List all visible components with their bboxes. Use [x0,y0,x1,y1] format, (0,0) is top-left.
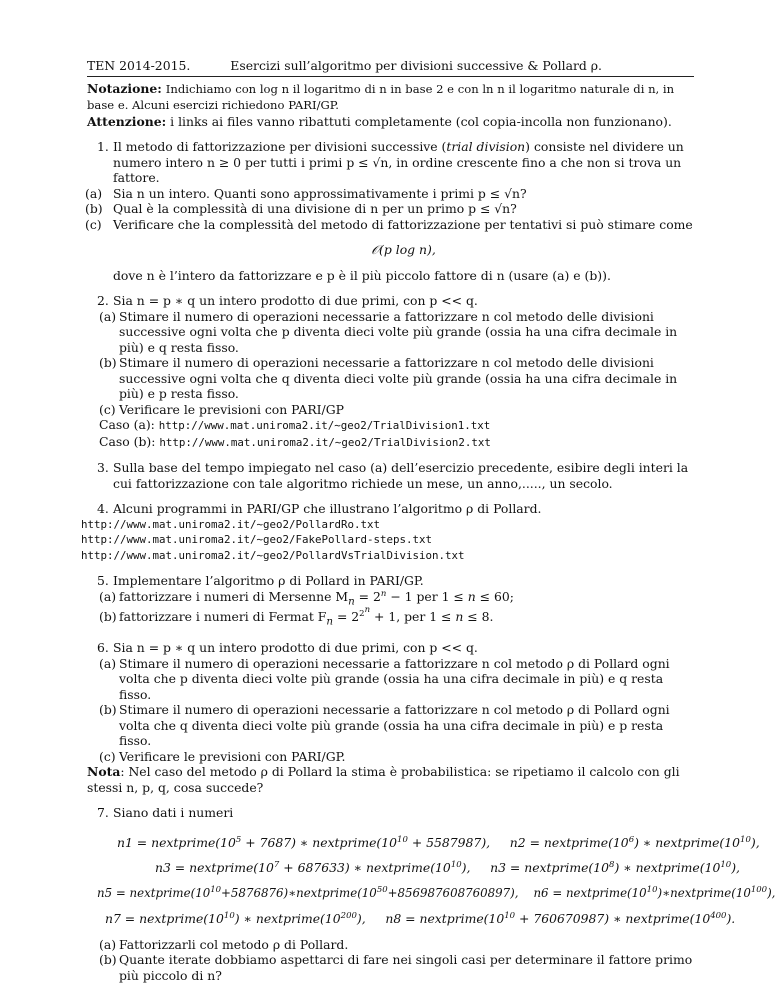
document-page [81,58,775,983]
exercise-1-text-a: Il metodo di fattorizzazione per divisioni successive ( [113,139,447,154]
exercise-7-parts [87,937,694,984]
exercise-7a-text: Fattorizzarli col metodo ρ di Pollard. [119,936,349,952]
attenzione-text: i links ai files vanno ribattuti completamente (col copia-incolla non funzionano). [170,113,672,129]
pollard-vs-trial-link[interactable]: http://www.mat.uniroma2.it/∼geo2/PollardVsTrialDivision.txt [81,548,465,562]
exercise-7b: (b) Quante iterate dobbiamo aspettarci di fare nei singoli casi per determinare il fattore primo più piccolo di n? [99,952,693,983]
caso-a-line [87,417,694,434]
exercise-1a: (a) Sia n un intero. Quanti sono approssimativamente i primi p ≤ √n? [85,185,527,201]
exercise-6c-text: Verificare le previsioni con PARI/GP. [119,748,346,764]
pollard-ro-link[interactable]: http://www.mat.uniroma2.it/∼geo2/PollardRo.txt [81,517,381,531]
nota-label: Nota [87,764,121,780]
exercise-4 [87,501,694,517]
trial-division-term: trial division [446,139,526,154]
notazione-text: Indichiamo con log n il logaritmo di n in base 2 e con ln n il logaritmo naturale di n, in base e. Alcuni esercizi richiedono PARI/GP. [87,81,675,112]
exercise-5-text: Implementare l’algoritmo ρ di Pollard in PARI/GP. [113,573,424,588]
exercise-6-text: Sia n = p ∗ q un intero prodotto di due primi, con p << q. [113,640,478,656]
exercise-5a-text: fattorizzare i numeri di Mersenne M [119,588,349,604]
exercise-1-text-b: ) consiste nel dividere un numero intero n ≥ 0 per tutti i primi p ≤ √n, in ordine crescente fino a che non si trova un fattore. [113,139,684,185]
exercise-number: 3. [97,460,109,475]
exercise-6c: (c) Verificare le previsioni con PARI/GP. [99,748,346,764]
exercise-number: 2. [97,293,109,308]
nota-paragraph [87,764,694,795]
exercise-7b-text: Quante iterate dobbiamo aspettarci di fare nei singoli casi per determinare il fattore primo più piccolo di n? [119,952,693,983]
exercise-1b-text: Qual è la complessità di una divisione di n per un primo p ≤ √n? [113,201,517,216]
n1-n2-line: $n1 = nextprime(10^5 + 7687)$ ∗ $nextprime(10^{10} + 5587987)$, $n2 = nextprime(10^6)$ ∗ $nextprime(10^{10})$, [117,834,760,850]
exercise-2b: (b) Stimare il numero di operazioni necessarie a fattorizzare n col metodo delle divisioni successive ogni volta che q diventa dieci volte più grande (ossia ha una cifra decimale in più) e p resta fisso. [99,355,678,401]
pollard-links [81,517,694,564]
exercise-number: 5. [97,573,109,588]
n7-n8-line: $n7 = nextprime(10^{10})$ ∗ $nextprime(10^{200})$, $n8 = nextprime(10^{10} + 760670987)$ ∗ $nextprime(10^{400})$. [105,911,736,927]
exercise-6a-text: Stimare il numero di operazioni necessarie a fattorizzare n col metodo ρ di Pollard ogni volta che p diventa dieci volte più grande (ossia ha una cifra decimale in più) e q resta fisso. [119,655,670,702]
exercise-7a: (a) Fattorizzarli col metodo ρ di Pollard. [99,936,349,952]
exercise-7 [87,805,694,821]
caso-a-label: Caso (a): [99,417,159,432]
course-label: TEN 2014-2015. [87,58,191,73]
exercise-5 [87,573,694,630]
exercise-number: 6. [97,640,109,656]
exercise-1a-text: Sia n un intero. Quanti sono approssimativamente i primi p ≤ √n? [113,185,527,201]
header-title: Esercizi sull’algoritmo per divisioni successive & Pollard ρ. [230,58,602,73]
exercise-6a: (a) Stimare il numero di operazioni necessarie a fattorizzare n col metodo ρ di Pollard ogni volta che p diventa dieci volte più grande (ossia ha una cifra decimale in più) e q resta fisso. [99,655,670,702]
attenzione-label: Attenzione: [87,113,167,129]
caso-a-link[interactable]: http://www.mat.uniroma2.it/∼geo2/TrialDivision1.txt [158,419,491,432]
exercise-3 [87,460,694,491]
exercise-3-text: Sulla base del tempo impiegato nel caso (a) dell’esercizio precedente, esibire degli interi la cui fattorizzazione con tale algoritmo richiede un mese, un anno,....., un secolo. [113,460,689,491]
exercise-1b: (b) Qual è la complessità di una divisione di n per un primo p ≤ √n? [85,201,517,216]
notazione-paragraph [87,81,694,114]
exercise-2a: (a) Stimare il numero di operazioni necessarie a fattorizzare n col metodo delle divisioni successive ogni volta che p diventa dieci volte più grande (ossia ha una cifra decimale in più) e q resta fisso. [99,308,678,355]
exercise-1c-text: Verificare che la complessità del metodo di fattorizzazione per tentativi si può stimare come [113,216,693,232]
exercise-1-after: dove n è l’intero da fattorizzare e p è il più piccolo fattore di n (usare (a) e (b)). [113,267,611,283]
exercise-5b: (b) fattorizzare i numeri di Fermat $F_n = 2^{2^n} + 1$, per 1 ≤ n ≤ 8. [99,605,494,628]
notazione-label: Notazione: [87,80,162,96]
n3-n3-line: $n3 = nextprime(10^7 + 687633)$ ∗ $nextprime(10^{10})$, $n3 = nextprime(10^8)$ ∗ $nextprime(10^{10})$, [155,860,740,876]
n5-n6-line: $n5 = nextprime(10^{10}+5876876)∗nextprime(10^{50}+856987608760897)$, $n6 = nextprime(10^{10})∗nextprime(10^{100})$, [97,885,775,900]
exercise-6b-text: Stimare il numero di operazioni necessarie a fattorizzare n col metodo ρ di Pollard ogni volta che q diventa dieci volte più grande (ossia ha una cifra decimale in più) e p resta fisso. [119,702,670,749]
complexity-formula: 𝒪(p log n), [371,242,436,257]
exercise-2b-text: Stimare il numero di operazioni necessarie a fattorizzare n col metodo delle divisioni successive ogni volta che q diventa dieci volte più grande (ossia ha una cifra decimale in più) e p resta fisso. [119,355,678,401]
exercise-5a: (a) fattorizzare i numeri di Mersenne $M_n = 2^n - 1$ per 1 ≤ n ≤ 60; [99,588,514,607]
exercise-2 [87,293,694,417]
exercise-2a-text: Stimare il numero di operazioni necessarie a fattorizzare n col metodo delle divisioni successive ogni volta che p diventa dieci volte più grande (ossia ha una cifra decimale in più) e q resta fisso. [119,308,678,355]
exercise-4-text: Alcuni programmi in PARI/GP che illustrano l’algoritmo ρ di Pollard. [113,501,542,516]
exercise-2c-text: Verificare le previsioni con PARI/GP [119,401,344,417]
caso-b-line [87,434,694,451]
exercise-6b: (b) Stimare il numero di operazioni necessarie a fattorizzare n col metodo ρ di Pollard ogni volta che q diventa dieci volte più grande (ossia ha una cifra decimale in più) e p resta fisso. [99,702,670,749]
nota-text: : Nel caso del metodo ρ di Pollard la stima è probabilistica: se ripetiamo il calcolo con gli stessi n, p, q, cosa succede? [87,764,680,795]
caso-b-link[interactable]: http://www.mat.uniroma2.it/∼geo2/TrialDivision2.txt [159,435,491,449]
exercise-1c: (c) Verificare che la complessità del metodo di fattorizzazione per tentativi si può stimare come [85,216,693,232]
exercise-number: 1. [97,139,109,154]
exercise-number: 7. [97,805,109,821]
attenzione-paragraph [87,114,694,130]
header-rule [87,76,694,77]
exercise-7-text: Siano dati i numeri [113,805,234,821]
exercise-1 [87,139,694,283]
exercise-5b-text: fattorizzare i numeri di Fermat F [119,609,327,625]
caso-b-label: Caso (b): [99,433,160,449]
numbers-block [77,834,775,927]
exercise-6 [87,640,694,764]
page-header [87,58,694,74]
exercise-number: 4. [97,501,109,516]
exercise-2c: (c) Verificare le previsioni con PARI/GP [99,401,344,417]
fake-pollard-link[interactable]: http://www.mat.uniroma2.it/∼geo2/FakePollard-steps.txt [81,533,433,546]
exercise-2-text: Sia n = p ∗ q un intero prodotto di due primi, con p << q. [113,293,478,308]
